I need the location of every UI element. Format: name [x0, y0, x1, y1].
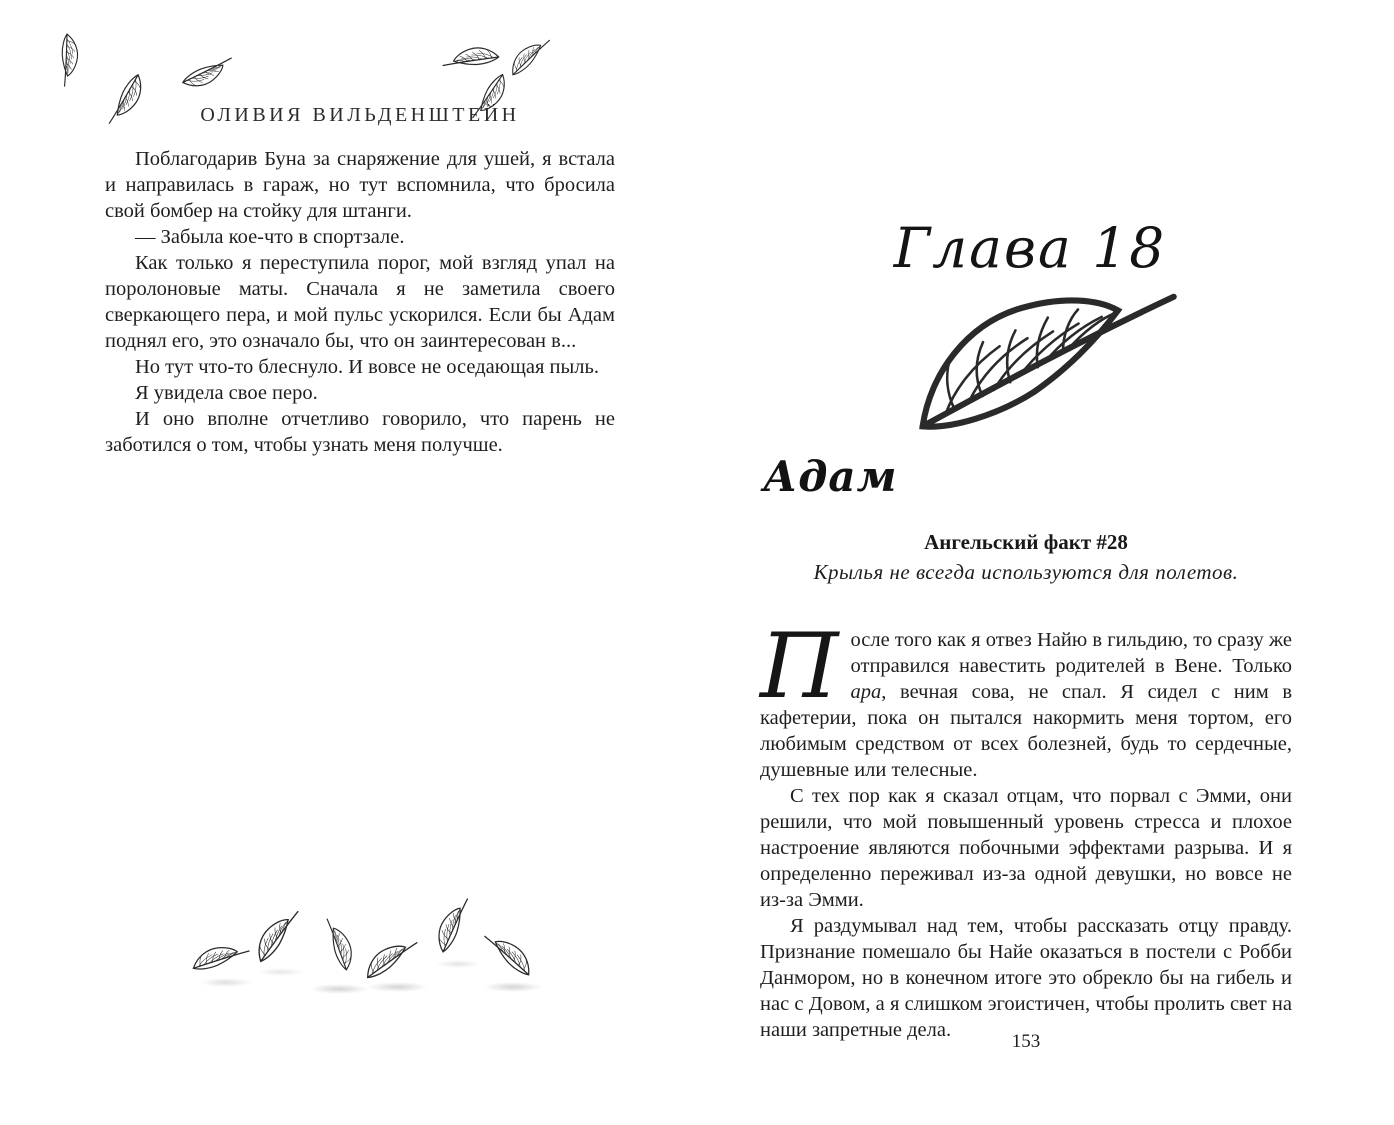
paragraph: Я увидела свое перо. [135, 382, 318, 404]
feather-shadow [200, 978, 252, 987]
feather-icon [308, 915, 367, 973]
pov-character-name: Адам [763, 452, 898, 501]
chapter-feather-illustration [898, 281, 1195, 441]
angel-fact-title: Ангельский факт #28 [924, 530, 1128, 554]
paragraph: С тех пор как я сказал отцам, что порвал с Эмми, они решили, что мой повышенный уровень стресса и плохое настроение являются побочными эффектами разрыва. И я определенно переживал из-за одной девушки, но вовсе не из-за Эмми. [760, 785, 1292, 911]
paragraph-text: осле того как я отвез Найю в гильдию, то сразу же отправился навестить родителей в Вене. Только [850, 629, 1292, 677]
paragraph: Но тут что-то блеснуло. И вовсе не оседающая пыль. [135, 356, 599, 378]
right-page-text [760, 614, 1292, 1043]
feather-icon [41, 30, 90, 89]
paragraph: Я раздумывал над тем, чтобы рассказать отцу правду. Признание помешало бы Найе оказаться в постели с Робби Данмором, но в конечном итоге это обрекло бы на гибель и нас с Довом, а я слишком эгоистичен, чтобы пролить свет на наши запретные дела. [760, 915, 1292, 1041]
paragraph: Как только я переступила порог, мой взгляд упал на поролоновые маты. Сначала я не заметила своего сверкающего пера, и мой пульс ускорился. Если бы Адам поднял его, это означало бы, что он заинтересован в... [105, 252, 615, 352]
paragraph-dialogue: — Забыла кое-что в спортзале. [135, 226, 405, 248]
drop-cap: П [760, 614, 839, 719]
running-header-author: ОЛИВИЯ ВИЛЬДЕНШТЕЙН [200, 104, 520, 126]
feather-icon [190, 940, 252, 979]
feather-icon [475, 933, 539, 979]
left-page-text [105, 146, 615, 458]
feather-shadow [368, 982, 428, 992]
paragraph-text: , вечная сова, не спал. Я сидел с ним в кафетерии, пока он пытался накормить меня тортом, его любимым средством от всех болезней, будь то сердечные, душевные или телесные. [760, 681, 1292, 781]
feather-icon [179, 40, 235, 100]
paragraph-with-dropcap [760, 614, 1292, 783]
feather-icon [360, 939, 425, 981]
feather-shadow [484, 982, 542, 992]
feather-shadow [436, 960, 480, 968]
paragraph: Поблагодарив Буна за снаряжение для ушей, я встала и направилась в гараж, но тут вспомнила, что бросила свой бомбер на стойку для штанги. [105, 148, 615, 222]
feather-icon [244, 907, 314, 965]
right-page [697, 0, 1394, 1125]
feather-shadow [310, 984, 368, 994]
chapter-title: Глава 18 [893, 216, 1167, 280]
paragraph: И оно вполне отчетливо говорило, что парень не заботился о том, чтобы узнать меня получше. [105, 408, 615, 456]
italic-word: ара [850, 681, 882, 703]
feather-shadow [258, 968, 304, 976]
angel-fact-text: Крылья не всегда используются для полетов. [813, 560, 1239, 584]
feather-icon [503, 37, 559, 78]
page-number: 153 [1011, 1031, 1041, 1052]
feather-icon [423, 895, 487, 956]
